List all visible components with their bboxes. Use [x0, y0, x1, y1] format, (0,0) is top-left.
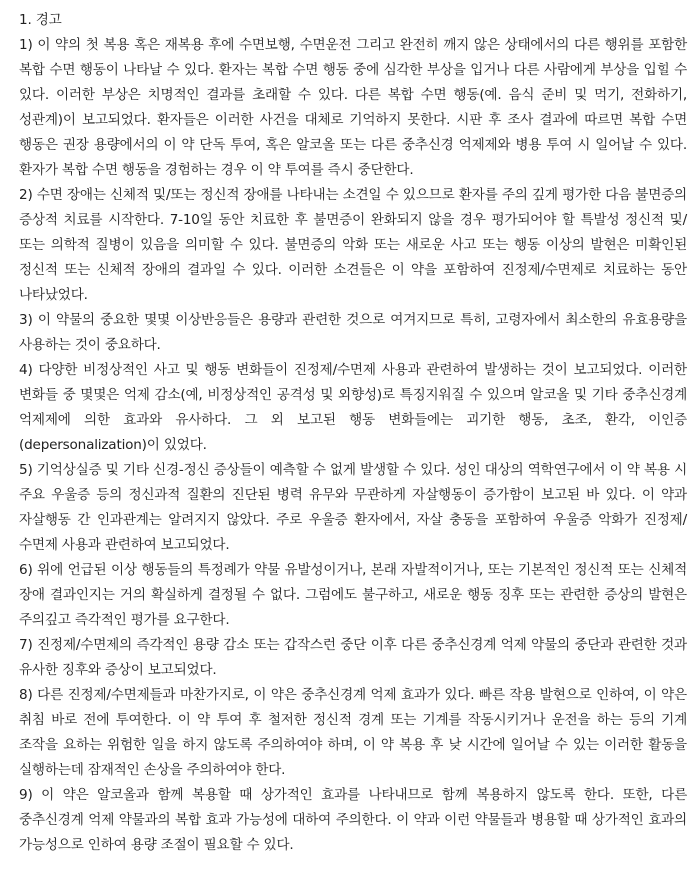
warning-item-4: 4) 다양한 비정상적인 사고 및 행동 변화들이 진정제/수면제 사용과 관련하여 발생하는 것이 보고되었다. 이러한 변화들 중 몇몇은 억제 감소(예, 비정상적인 공격성 및 외향성)로 특징지워질 수 있으며 알코올 및 기타 중추신경계 억제제에 의한 효과와 유사하다. 그 외 보고된 행동 변화들에는 괴기한 행동, 초조, 환각, 이인증(depersonalization)이 있었다.	[19, 362, 687, 453]
warning-item-8: 8) 다른 진정제/수면제들과 마찬가지로, 이 약은 중추신경계 억제 효과가 있다. 빠른 작용 발현으로 인하여, 이 약은 취침 바로 전에 투여한다. 이 약 투여 후 철저한 정신적 경계 또는 기계를 작동시키거나 운전을 하는 등의 기계 조작을 요하는 위험한 일을 하지 않도록 주의하여야 하며, 이 약 복용 후 낮 시간에 일어날 수 있는 이러한 활동을 실행하는데 잠재적인 손상을 주의하여야 한다.	[19, 687, 687, 778]
warning-item-9: 9) 이 약은 알코올과 함께 복용할 때 상가적인 효과를 나타내므로 함께 복용하지 않도록 한다. 또한, 다른 중추신경계 억제 약물과의 복합 효과 가능성에 대하여 주의한다. 이 약과 이런 약물들과 병용할 때 상가적인 효과의 가능성으로 인하여 용량 조절이 필요할 수 있다.	[19, 787, 687, 853]
warning-item-3: 3) 이 약물의 중요한 몇몇 이상반응들은 용량과 관련한 것으로 여겨지므로 특히, 고령자에서 최소한의 유효용량을 사용하는 것이 중요하다.	[19, 312, 687, 353]
warning-item-1: 1) 이 약의 첫 복용 혹은 재복용 후에 수면보행, 수면운전 그리고 완전히 깨지 않은 상태에서의 다른 행위를 포함한 복합 수면 행동이 나타날 수 있다. 환자는 복합 수면 행동 중에 심각한 부상을 입거나 다른 사람에게 부상을 입힐 수 있다. 이러한 부상은 치명적인 결과를 초래할 수 있다. 다른 복합 수면 행동(예. 음식 준비 및 먹기, 전화하기, 성관계)이 보고되었다. 환자들은 이러한 사건을 대체로 기억하지 못한다. 시판 후 조사 결과에 따르면 복합 수면 행동은 권장 용량에서의 이 약 단독 투여, 혹은 알코올 또는 다른 중추신경 억제제와 병용 투여 시 일어날 수 있다. 환자가 복합 수면 행동을 경험하는 경우 이 약 투여를 즉시 중단한다.	[19, 37, 687, 178]
warning-item-6: 6) 위에 언급된 이상 행동들의 특정례가 약물 유발성이거나, 본래 자발적이거나, 또는 기본적인 정신적 또는 신체적 장애 결과인지는 거의 확실하게 결정될 수 없다. 그럼에도 불구하고, 새로운 행동 징후 또는 관련한 증상의 발현은 주의깊고 즉각적인 평가를 요구한다.	[19, 562, 687, 628]
warning-item-2: 2) 수면 장애는 신체적 및/또는 정신적 장애를 나타내는 소견일 수 있으므로 환자를 주의 깊게 평가한 다음 불면증의 증상적 치료를 시작한다. 7-10일 동안 치료한 후 불면증이 완화되지 않을 경우 평가되어야 할 특발성 정신적 및/또는 의학적 질병이 있음을 의미할 수 있다. 불면증의 악화 또는 새로운 사고 또는 행동 이상의 발현은 미확인된 정신적 또는 신체적 장애의 결과일 수 있다. 이러한 소견들은 이 약을 포함하여 진정제/수면제로 치료하는 동안 나타났었다.	[19, 187, 687, 303]
warning-item-7: 7) 진정제/수면제의 즉각적인 용량 감소 또는 갑작스런 중단 이후 다른 중추신경계 억제 약물의 중단과 관련한 것과 유사한 징후와 증상이 보고되었다.	[19, 637, 687, 678]
section-title: 1. 경고	[19, 12, 62, 28]
warning-item-5: 5) 기억상실증 및 기타 신경-정신 증상들이 예측할 수 없게 발생할 수 있다. 성인 대상의 역학연구에서 이 약 복용 시 주요 우울증 등의 정신과적 질환의 진단된 병력 유무와 무관하게 자살행동이 증가함이 보고된 바 있다. 이 약과 자살행동 간 인과관계는 알려지지 않았다. 주로 우울증 환자에서, 자살 충동을 포함하여 우울증 악화가 진정제/수면제 사용과 관련하여 보고되었다.	[19, 462, 687, 553]
